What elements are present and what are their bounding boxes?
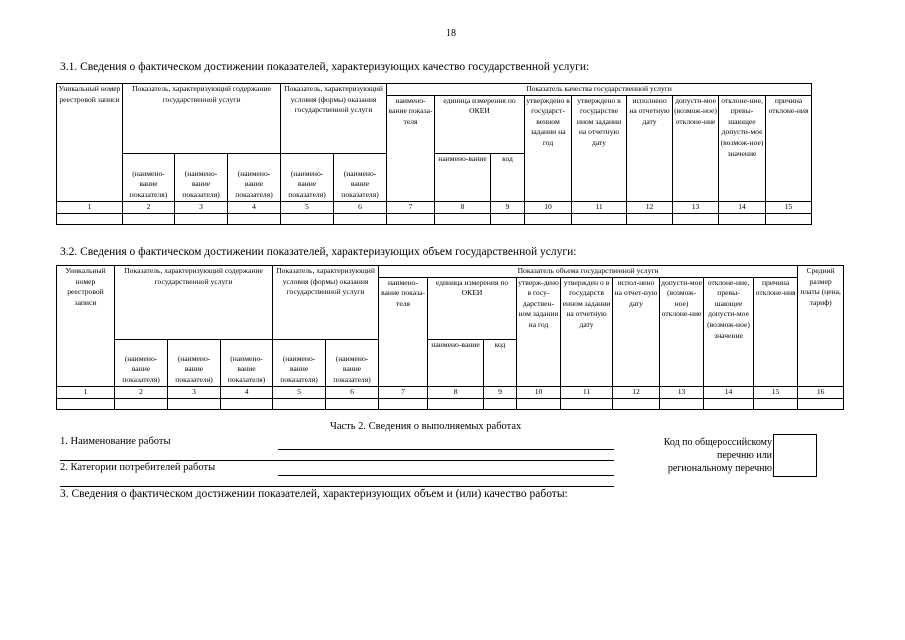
column-number: 11 <box>561 386 613 398</box>
header-excess-deviation: отклоне-ние, превы-шающее допусти-мое (возмож-ное) значение <box>704 277 754 386</box>
column-number: 12 <box>613 386 660 398</box>
header-allowed-deviation: допусти-мое (возмож-ное) отклоне-ние <box>673 95 719 201</box>
column-number: 15 <box>766 201 812 213</box>
sub-label: (наимено-вание показателя) <box>334 153 387 201</box>
empty-cell <box>273 398 326 409</box>
column-number: 10 <box>525 201 572 213</box>
column-number: 14 <box>719 201 766 213</box>
empty-cell <box>627 213 673 224</box>
sub-label: (наимено-вание показателя) <box>221 339 273 386</box>
empty-cell <box>491 213 525 224</box>
empty-cell <box>484 398 517 409</box>
registry-code-label-line-2: перечню или <box>716 450 772 461</box>
page-number: 18 <box>446 28 456 39</box>
header-average-fee: Средний размер платы (цена, тариф) <box>798 266 844 387</box>
empty-cell <box>704 398 754 409</box>
header-approved-year: утверждено в государст-венном задании на год <box>525 95 572 201</box>
header-indicator-name: наимено-вание показа-теля <box>387 95 435 201</box>
header-allowed-deviation: допусти-мое (возмож-ное) отклоне-ние <box>660 277 704 386</box>
column-number: 2 <box>123 201 175 213</box>
sub-label: (наимено-вание показателя) <box>273 339 326 386</box>
sub-label: (наимено-вание показателя) <box>281 153 334 201</box>
empty-cell <box>673 213 719 224</box>
header-content-indicator: Показатель, характеризующий содержание государственной услуги <box>115 266 273 340</box>
header-unique-number: Уникальный номер реестровой записи <box>57 266 115 387</box>
sub-label: (наимено-вание показателя) <box>175 153 228 201</box>
empty-cell <box>281 213 334 224</box>
empty-cell <box>613 398 660 409</box>
column-number: 2 <box>115 386 168 398</box>
consumers-line-2[interactable] <box>60 486 614 487</box>
column-number: 3 <box>168 386 221 398</box>
column-number: 8 <box>428 386 484 398</box>
header-unit: единица измерения по ОКЕИ <box>428 277 517 339</box>
section-3-1-title: 3.1. Сведения о фактическом достижении показателей, характеризующих качество государственной услуги: <box>60 61 590 73</box>
header-indicator-name: наимено-вание показа-теля <box>379 277 428 386</box>
column-number: 8 <box>435 201 491 213</box>
work-name-label: 1. Наименование работы <box>60 436 171 447</box>
header-approved-date: утверждено в государстве нном задании на отчетную дату <box>572 95 627 201</box>
empty-cell <box>517 398 561 409</box>
header-unit: единица измерения по ОКЕИ <box>435 95 525 153</box>
quality-indicators-table <box>56 83 812 225</box>
column-number: 9 <box>491 201 525 213</box>
section-3-2-title: 3.2. Сведения о фактическом достижении показателей, характеризующих объем государственной услуги: <box>60 246 577 258</box>
volume-indicators-table <box>56 265 844 410</box>
empty-cell <box>57 398 115 409</box>
header-excess-deviation: отклоне-ние, превы-шающее допусти-мое (возмож-ное) значение <box>719 95 766 201</box>
sub-label: (наимено-вание показателя) <box>228 153 281 201</box>
empty-cell <box>798 398 844 409</box>
column-number: 7 <box>379 386 428 398</box>
empty-cell <box>334 213 387 224</box>
empty-cell <box>379 398 428 409</box>
column-number: 15 <box>754 386 798 398</box>
column-number: 6 <box>334 201 387 213</box>
registry-code-label <box>610 436 772 475</box>
empty-cell <box>123 213 175 224</box>
empty-cell <box>572 213 627 224</box>
consumers-line[interactable] <box>278 475 614 476</box>
column-number: 10 <box>517 386 561 398</box>
header-deviation-reason: причина отклоне-ния <box>766 95 812 201</box>
sub-label: (наимено-вание показателя) <box>326 339 379 386</box>
column-number: 12 <box>627 201 673 213</box>
registry-code-box[interactable] <box>773 434 817 477</box>
header-conditions-indicator: Показатель, характеризующий условия (формы) оказания государственной услуги <box>273 266 379 340</box>
column-number: 11 <box>572 201 627 213</box>
consumers-label: 2. Категории потребителей работы <box>60 462 216 473</box>
header-unit-name: наимено-вание <box>428 339 484 386</box>
sub-label: (наимено-вание показателя) <box>168 339 221 386</box>
header-unit-code: код <box>491 153 525 201</box>
column-number: 5 <box>273 386 326 398</box>
work-name-line[interactable] <box>278 449 614 450</box>
column-number: 13 <box>660 386 704 398</box>
empty-cell <box>435 213 491 224</box>
header-approved-date: утвержден о в государств енном задании на отчетную дату <box>561 277 613 386</box>
part-2-title: Часть 2. Сведения о выполняемых работах <box>330 421 522 432</box>
column-number: 14 <box>704 386 754 398</box>
section-3-title: 3. Сведения о фактическом достижении показателей, характеризующих объем и (или) качество работы: <box>60 488 568 500</box>
empty-cell <box>228 213 281 224</box>
empty-cell <box>754 398 798 409</box>
header-unique-number: Уникальный номер реестровой записи <box>57 84 123 202</box>
empty-cell <box>766 213 812 224</box>
empty-cell <box>168 398 221 409</box>
column-number: 6 <box>326 386 379 398</box>
registry-code-label-line-3: региональному перечню <box>667 463 772 474</box>
column-number: 3 <box>175 201 228 213</box>
column-number: 1 <box>57 386 115 398</box>
header-approved-year: утверж-дено в госу-дарствен-ном задании на год <box>517 277 561 386</box>
empty-cell <box>57 213 123 224</box>
column-number: 4 <box>221 386 273 398</box>
empty-cell <box>525 213 572 224</box>
column-number: 9 <box>484 386 517 398</box>
empty-cell <box>387 213 435 224</box>
column-number: 7 <box>387 201 435 213</box>
column-number: 13 <box>673 201 719 213</box>
empty-cell <box>719 213 766 224</box>
sub-label: (наимено-вание показателя) <box>123 153 175 201</box>
header-volume-indicator: Показатель объема государственной услуги <box>379 266 798 278</box>
header-executed: испол-нено на отчет-ную дату <box>613 277 660 386</box>
column-number: 5 <box>281 201 334 213</box>
registry-code-label-line-1: Код по общероссийскому <box>663 437 772 448</box>
header-executed: исполнено на отчетную дату <box>627 95 673 201</box>
column-number: 1 <box>57 201 123 213</box>
empty-cell <box>115 398 168 409</box>
header-conditions-indicator: Показатель, характеризующий условия (формы) оказания государственной услуги <box>281 84 387 154</box>
empty-cell <box>175 213 228 224</box>
sub-label: (наимено-вание показателя) <box>115 339 168 386</box>
header-unit-name: наимено-вание <box>435 153 491 201</box>
empty-cell <box>561 398 613 409</box>
header-quality-indicator: Показатель качества государственной услуги <box>387 84 812 96</box>
column-number: 16 <box>798 386 844 398</box>
header-unit-code: код <box>484 339 517 386</box>
header-content-indicator: Показатель, характеризующий содержание государственной услуги <box>123 84 281 154</box>
empty-cell <box>326 398 379 409</box>
work-name-line-2[interactable] <box>60 460 614 461</box>
empty-cell <box>660 398 704 409</box>
column-number: 4 <box>228 201 281 213</box>
empty-cell <box>428 398 484 409</box>
empty-cell <box>221 398 273 409</box>
header-deviation-reason: причина отклоне-ния <box>754 277 798 386</box>
